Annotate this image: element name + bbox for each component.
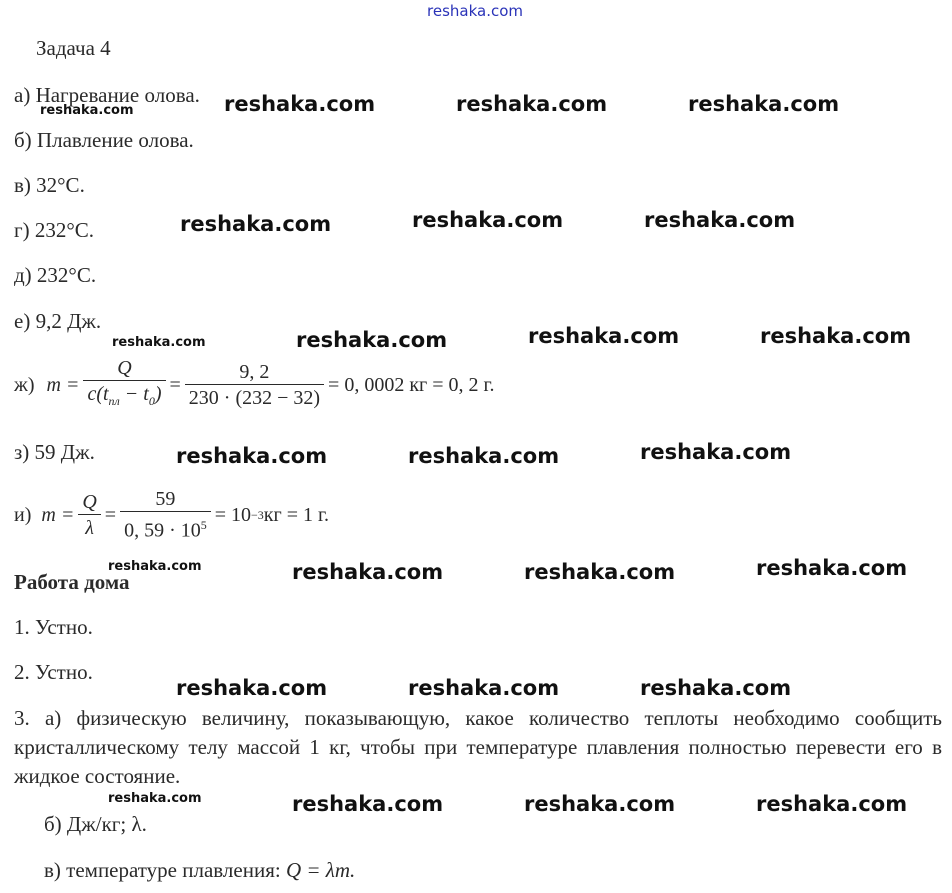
header-watermark: reshaka.com [427,2,523,20]
watermark: reshaka.com [176,444,328,468]
formula-i-eq: = [104,503,117,526]
formula-zh-den1-sub2: 0 [148,394,155,408]
watermark: reshaka.com [296,328,448,352]
watermark: reshaka.com [408,676,560,700]
section-title: Работа дома [14,570,130,594]
watermark: reshaka.com [112,335,206,350]
home-item-3v-formula: Q = λm. [285,858,356,882]
formula-zh-eq: = [169,373,181,396]
watermark: reshaka.com [756,792,908,816]
formula-zh-fraction-1 [83,356,165,414]
watermark: reshaka.com [292,560,444,584]
formula-i-label: и) [14,503,32,526]
formula-i-den2-text: 0, 59 · 10 [124,519,201,542]
task-title: Задача 4 [36,36,111,60]
watermark: reshaka.com [408,444,560,468]
watermark: reshaka.com [640,440,792,464]
home-item-2: 2. Устно. [14,660,93,684]
watermark: reshaka.com [412,208,564,232]
home-item-3v [44,858,355,882]
watermark: reshaka.com [760,324,912,348]
formula-zh-fraction-2 [185,360,324,411]
formula-zh-den1-text: c(t [87,383,109,405]
watermark: reshaka.com [108,791,202,806]
home-item-1: 1. Устно. [14,615,93,639]
watermark: reshaka.com [640,676,792,700]
formula-i-fraction-2 [120,487,211,544]
formula-zh-den1 [83,381,165,414]
formula-zh-den2: 230 · (232 − 32) [188,386,321,409]
formula-zh-result: = 0, 0002 кг = 0, 2 г. [328,373,495,396]
formula-zh-den1-end: ) [154,383,162,405]
formula-zh [14,356,494,414]
formula-i-num1: Q [78,490,100,515]
home-item-3a: 3. а) физическую величину, показывающую, какое количество теплоты необходимо сообщить кристаллическому телу массой 1 кг, чтобы при температуре плавления полностью перевести его в жидкое состояние. [14,706,942,788]
watermark: reshaka.com [108,559,202,574]
answer-d: д) 232°С. [14,263,97,287]
watermark: reshaka.com [224,92,376,116]
formula-i-den2-sup: 5 [200,518,207,532]
formula-zh-num1: Q [83,356,165,381]
watermark: reshaka.com [524,560,676,584]
watermark: reshaka.com [180,212,332,236]
formula-i-den1: λ [85,516,94,539]
formula-zh-den1-sub: пл [108,394,120,408]
formula-zh-label: ж) [14,373,35,396]
answer-a: а) Нагревание олова. [14,83,200,107]
home-item-3v-text: в) температуре плавления: [44,858,286,882]
home-item-3b: б) Дж/кг; λ. [44,812,147,836]
formula-i-den2 [120,512,211,544]
formula-i-mid: = 10 [214,503,252,526]
watermark: reshaka.com [688,92,840,116]
formula-i [14,487,329,544]
watermark: reshaka.com [292,792,444,816]
formula-zh-den1-mid: − t [119,383,149,405]
formula-i-num2: 59 [120,487,211,512]
watermark: reshaka.com [756,556,908,580]
answer-g: г) 232°С. [14,218,95,242]
answer-z: з) 59 Дж. [14,440,95,464]
watermark: reshaka.com [524,792,676,816]
answer-v: в) 32°С. [14,173,85,197]
answer-b: б) Плавление олова. [14,128,194,152]
watermark: reshaka.com [456,92,608,116]
watermark: reshaka.com [528,324,680,348]
watermark: reshaka.com [40,103,134,118]
formula-zh-lhs: m = [46,373,80,396]
watermark: reshaka.com [176,676,328,700]
formula-i-fraction-1 [78,490,100,541]
formula-i-lhs: m = [41,503,75,526]
formula-zh-num2: 9, 2 [185,360,324,385]
formula-i-mid-sup: −3 [251,507,264,522]
formula-i-result: кг = 1 г. [263,503,329,526]
watermark: reshaka.com [644,208,796,232]
answer-e: е) 9,2 Дж. [14,309,102,333]
